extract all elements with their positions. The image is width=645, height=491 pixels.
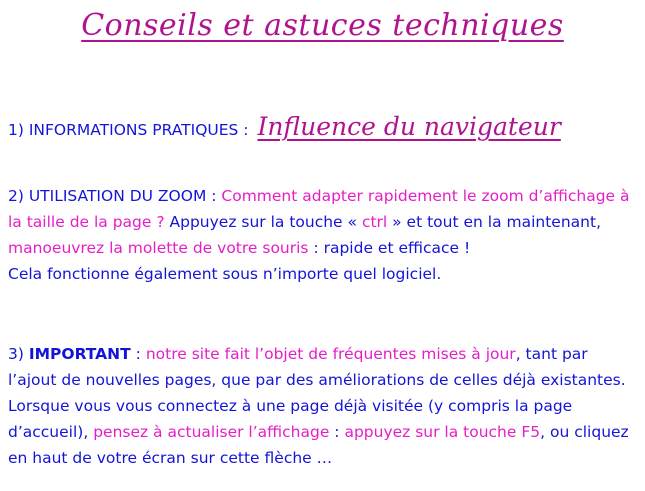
mouse-wheel-text: manoeuvrez la molette de votre souris — [8, 239, 309, 257]
page-title: Conseils et astuces techniques — [81, 8, 564, 43]
zoom-software-note: Cela fonctionne également sous n’importe quel logiciel. — [8, 265, 442, 283]
zoom-result-text: : rapide et efficace ! — [308, 239, 471, 257]
ctrl-key-text: ctrl — [361, 213, 388, 231]
section-3-number: 3) — [8, 345, 29, 363]
section-utilisation-zoom — [8, 183, 640, 287]
section-important — [8, 341, 640, 471]
refresh-arrow-text: , ou cliquez en haut de votre écran sur cette flèche … — [8, 423, 629, 467]
f5-key-text: appuyez sur la touche F5 — [344, 423, 541, 441]
zoom-instruction-text-2: » et tout en la maintenant, — [387, 213, 601, 231]
zoom-question: Comment adapter rapidement le zoom d’affichage à la taille de la page ? — [8, 187, 630, 231]
influence-navigateur-link[interactable]: Influence du navigateur — [257, 112, 561, 141]
updates-detail-text: , tant par l’ajout de nouvelles pages, que par des améliorations de celles déjà existantes. Lorsque vous vous connectez à une page déjà visitée (y compris la page d’accueil), — [8, 345, 626, 441]
section-informations-pratiques — [8, 112, 643, 141]
section-2-heading: 2) UTILISATION DU ZOOM : — [8, 187, 222, 205]
important-label: IMPORTANT — [28, 345, 131, 363]
zoom-instruction-text: Appuyez sur la touche « — [164, 213, 362, 231]
updates-text: notre site fait l’objet de fréquentes mises à jour — [145, 345, 516, 363]
important-colon: : — [130, 345, 146, 363]
section-1-label: 1) INFORMATIONS PRATIQUES : — [8, 121, 254, 139]
refresh-advice-text: pensez à actualiser l’affichage — [93, 423, 330, 441]
refresh-colon: : — [329, 423, 345, 441]
